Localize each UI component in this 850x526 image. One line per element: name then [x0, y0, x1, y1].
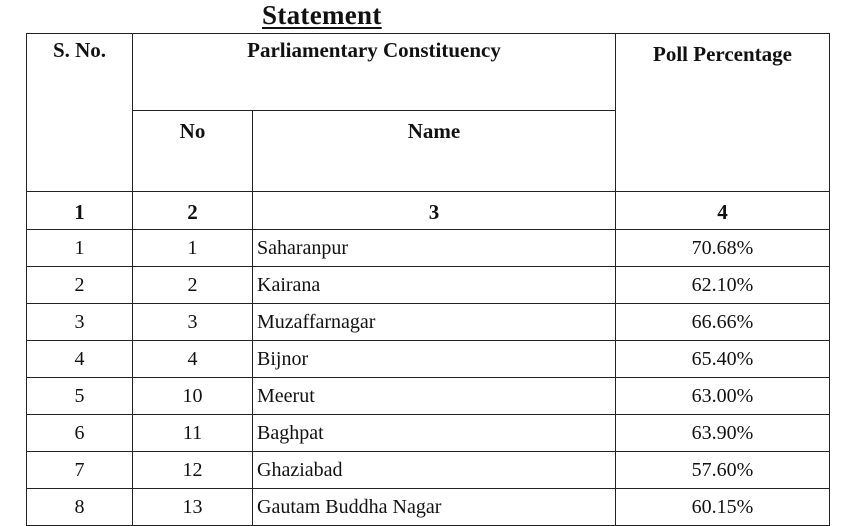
- column-number: 2: [133, 192, 253, 230]
- table-row: [27, 267, 830, 304]
- cell-no: 1: [133, 230, 253, 267]
- cell-name: Meerut: [253, 378, 616, 415]
- header-row-primary: [27, 34, 830, 111]
- cell-sno: 7: [27, 452, 133, 489]
- cell-sno: 2: [27, 267, 133, 304]
- table-row: [27, 452, 830, 489]
- cell-name: Gautam Buddha Nagar: [253, 489, 616, 526]
- cell-no: 4: [133, 341, 253, 378]
- column-number-row: [27, 192, 830, 230]
- cell-no: 3: [133, 304, 253, 341]
- table-row: [27, 230, 830, 267]
- cell-no: 12: [133, 452, 253, 489]
- cell-name: Ghaziabad: [253, 452, 616, 489]
- table-row: [27, 415, 830, 452]
- cell-no: 10: [133, 378, 253, 415]
- cell-name: Saharanpur: [253, 230, 616, 267]
- cell-sno: 1: [27, 230, 133, 267]
- cell-name: Muzaffarnagar: [253, 304, 616, 341]
- table-row: [27, 304, 830, 341]
- cell-poll: 63.90%: [616, 415, 830, 452]
- header-constituency: Parliamentary Constituency: [133, 34, 616, 111]
- cell-poll: 66.66%: [616, 304, 830, 341]
- cell-poll: 63.00%: [616, 378, 830, 415]
- cell-sno: 8: [27, 489, 133, 526]
- cell-name: Kairana: [253, 267, 616, 304]
- cell-sno: 5: [27, 378, 133, 415]
- cell-poll: 57.60%: [616, 452, 830, 489]
- cell-no: 11: [133, 415, 253, 452]
- header-poll-percentage: Poll Percentage: [616, 34, 830, 192]
- header-name: Name: [253, 111, 616, 192]
- cell-name: Baghpat: [253, 415, 616, 452]
- cell-sno: 6: [27, 415, 133, 452]
- cell-sno: 3: [27, 304, 133, 341]
- poll-statement-table: [26, 33, 830, 526]
- column-number: 4: [616, 192, 830, 230]
- cell-name: Bijnor: [253, 341, 616, 378]
- cell-no: 13: [133, 489, 253, 526]
- table-row: [27, 378, 830, 415]
- column-number: 1: [27, 192, 133, 230]
- cell-sno: 4: [27, 341, 133, 378]
- table-row: [27, 489, 830, 526]
- cell-no: 2: [133, 267, 253, 304]
- document-title: Statement: [262, 0, 382, 30]
- header-sno: S. No.: [27, 34, 133, 192]
- table-row: [27, 341, 830, 378]
- cell-poll: 70.68%: [616, 230, 830, 267]
- column-number: 3: [253, 192, 616, 230]
- header-no: No: [133, 111, 253, 192]
- cell-poll: 65.40%: [616, 341, 830, 378]
- cell-poll: 62.10%: [616, 267, 830, 304]
- cell-poll: 60.15%: [616, 489, 830, 526]
